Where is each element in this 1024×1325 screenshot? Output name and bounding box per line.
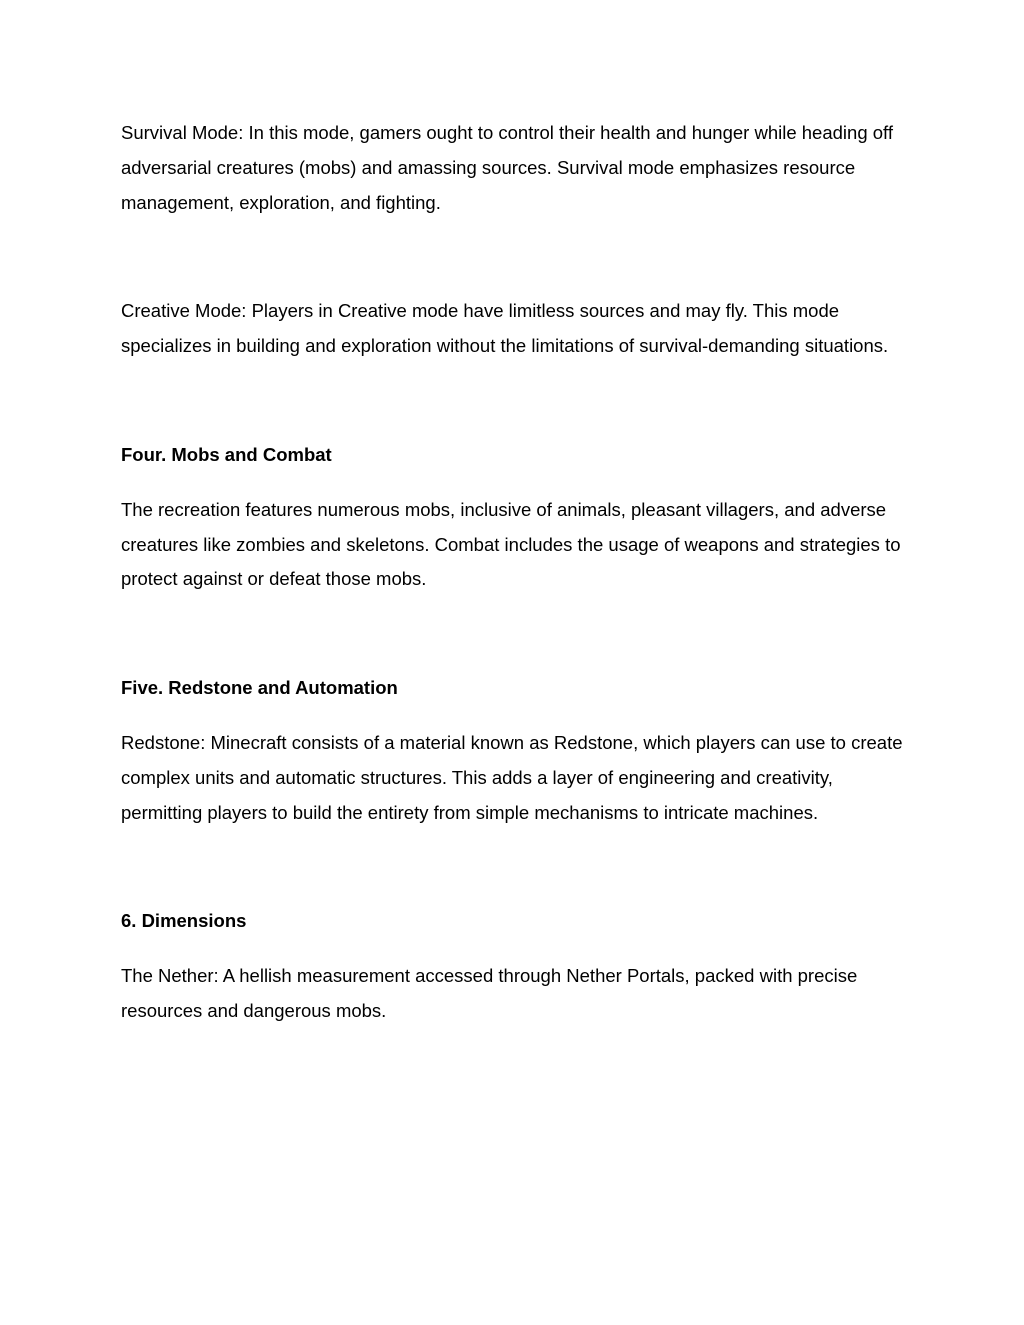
heading-spacer <box>121 473 911 493</box>
creative-mode-paragraph: Creative Mode: Players in Creative mode have limitless sources and may fly. This mode specializes in building and exploration without the limitations of survival-demanding situations. <box>121 300 889 357</box>
redstone-paragraph: Redstone: Minecraft consists of a material known as Redstone, which players can use to create complex units and automatic structures. This adds a layer of engineering and creativity, permitting players to build the entirety from simple mechanisms to intricate machines. <box>121 731 903 823</box>
mobs-combat-heading: Four. Mobs and Combat <box>121 443 332 465</box>
dimensions-heading: 6. Dimensions <box>121 910 247 932</box>
nether-paragraph: The Nether: A hellish measurement accessed through Nether Portals, packed with precise resources and dangerous mobs. <box>121 965 858 1021</box>
survival-mode-paragraph: Survival Mode: In this mode, gamers ought to control their health and hunger while heading off adversarial creatures (mobs) and amassing sources. Survival mode emphasizes resource management, exploration, and fighting. <box>121 122 893 213</box>
redstone-automation-heading: Five. Redstone and Automation <box>121 677 398 699</box>
mobs-combat-paragraph: The recreation features numerous mobs, inclusive of animals, pleasant villagers, and adverse creatures like zombies and skeletons. Combat includes the usage of weapons and strategies to protect against or defeat those mobs. <box>121 498 901 590</box>
document-page <box>121 116 911 1029</box>
section-spacer <box>121 364 911 438</box>
heading-spacer <box>121 706 911 726</box>
heading-spacer <box>121 939 911 959</box>
section-spacer <box>121 597 911 671</box>
section-spacer <box>121 220 911 294</box>
section-spacer <box>121 830 911 904</box>
